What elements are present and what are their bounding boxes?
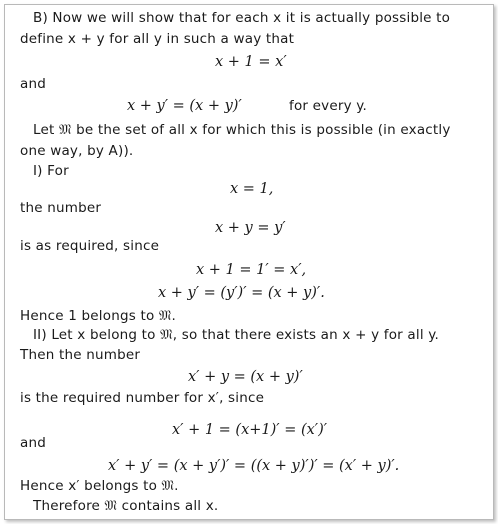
equation: x + 1 = 1′ = x′,	[196, 262, 307, 278]
text-line: Therefore 𝔐 contains all x.	[33, 498, 219, 514]
text-line: B) Now we will show that for each x it is actually possible to	[33, 10, 451, 26]
text-line: Let 𝔐 be the set of all x for which this is possible (in exactly	[33, 122, 451, 138]
text-line: the number	[20, 200, 102, 216]
equation: x′ + y = (x + y)′	[188, 369, 303, 385]
section-heading: I) For	[33, 163, 69, 179]
text-line: and	[20, 435, 46, 451]
equation: x + y′ = (y′)′ = (x + y)′.	[158, 285, 325, 301]
section-heading: II) Let x belong to 𝔐, so that there exists an x + y for all y.	[33, 327, 440, 343]
text-line: Hence 1 belongs to 𝔐.	[20, 308, 177, 324]
text-line: Then the number	[20, 347, 141, 363]
text-line: one way, by A)).	[20, 143, 134, 159]
equation: x′ + y′ = (x + y′)′ = ((x + y)′)′ = (x′ + y)′.	[108, 458, 400, 474]
text-line: Hence x′ belongs to 𝔐.	[20, 478, 179, 494]
equation: x + y′ = (x + y)′	[127, 98, 242, 114]
text-line: is the required number for x′, since	[20, 390, 265, 406]
text-line: define x + y for all y in such a way that	[20, 31, 295, 47]
equation: x + 1 = x′	[215, 54, 287, 70]
equation: x′ + 1 = (x+1)′ = (x′)′	[172, 422, 328, 438]
text-line: is as required, since	[20, 238, 160, 254]
text-line: and	[20, 76, 46, 92]
text-line: for every y.	[289, 98, 368, 114]
equation: x = 1,	[230, 181, 274, 197]
equation: x + y = y′	[215, 220, 286, 236]
